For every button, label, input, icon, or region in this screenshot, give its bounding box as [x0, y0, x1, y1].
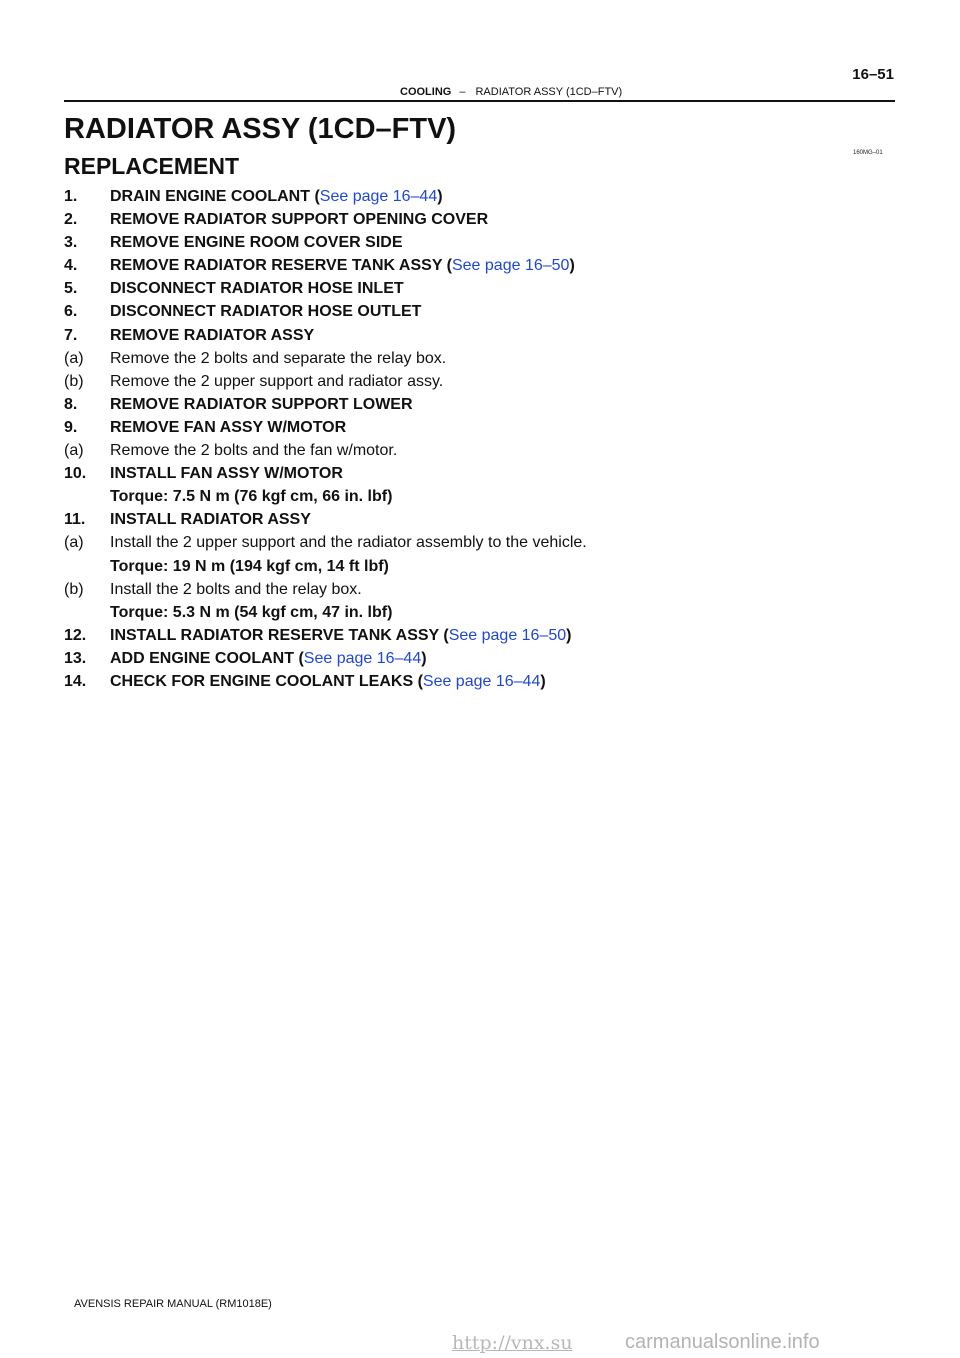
step-14: 14. CHECK FOR ENGINE COOLANT LEAKS (See page 16–44) — [64, 672, 546, 690]
header-rule — [64, 100, 895, 102]
procedure-steps — [64, 185, 894, 693]
step-11a: (a) Install the 2 upper support and the radiator assembly to the vehicle. — [64, 534, 587, 552]
step-2: 2. REMOVE RADIATOR SUPPORT OPENING COVER — [64, 211, 489, 229]
step-9: 9. REMOVE FAN ASSY W/MOTOR — [64, 418, 347, 436]
step-10: 10. INSTALL FAN ASSY W/MOTOR — [64, 465, 343, 483]
step-12: 12. INSTALL RADIATOR RESERVE TANK ASSY (See page 16–50) — [64, 626, 572, 644]
step-4: 4. REMOVE RADIATOR RESERVE TANK ASSY (See page 16–50) — [64, 257, 575, 275]
step-7: 7. REMOVE RADIATOR ASSY — [64, 326, 315, 344]
torque-spec: Torque: 7.5 N m (76 kgf cm, 66 in. lbf) — [110, 488, 393, 506]
step-11b: (b) Install the 2 bolts and the relay box. — [64, 580, 362, 598]
header-separator: – — [459, 86, 466, 98]
step-5: 5. DISCONNECT RADIATOR HOSE INLET — [64, 280, 404, 298]
step-7b: (b) Remove the 2 upper support and radiator assy. — [64, 372, 444, 390]
step-8: 8. REMOVE RADIATOR SUPPORT LOWER — [64, 395, 413, 413]
step-6: 6. DISCONNECT RADIATOR HOSE OUTLET — [64, 303, 422, 321]
page-footer: AVENSIS REPAIR MANUAL (RM1018E) — [74, 1298, 272, 1310]
see-page-link[interactable]: See page 16–44 — [319, 188, 438, 205]
step-11: 11. INSTALL RADIATOR ASSY — [64, 511, 311, 529]
header-section: COOLING — [400, 86, 452, 98]
see-page-link[interactable]: See page 16–44 — [303, 649, 422, 667]
step-13: 13. ADD ENGINE COOLANT (See page 16–44) — [64, 649, 427, 667]
header-topic: RADIATOR ASSY (1CD–FTV) — [475, 86, 623, 98]
step-1: 1. DRAIN ENGINE COOLANT (See page 16–44) — [64, 188, 443, 205]
step-9a: (a) Remove the 2 bolts and the fan w/motor. — [64, 442, 398, 460]
see-page-link[interactable]: See page 16–50 — [451, 257, 570, 275]
see-page-link[interactable]: See page 16–44 — [422, 672, 541, 690]
running-header — [400, 86, 622, 98]
step-3: 3. REMOVE ENGINE ROOM COVER SIDE — [64, 234, 403, 252]
step-7a: (a) Remove the 2 bolts and separate the relay box. — [64, 349, 447, 367]
page-title: RADIATOR ASSY (1CD–FTV) — [64, 113, 457, 145]
watermark-link[interactable]: http://vnx.su — [452, 1332, 573, 1354]
watermark-text: carmanualsonline.info — [625, 1331, 820, 1353]
torque-spec: Torque: 19 N m (194 kgf cm, 14 ft lbf) — [110, 557, 389, 575]
torque-spec: Torque: 5.3 N m (54 kgf cm, 47 in. lbf) — [110, 603, 393, 621]
doc-code: 160MG–01 — [853, 150, 883, 156]
see-page-link[interactable]: See page 16–50 — [448, 626, 567, 644]
section-subtitle: REPLACEMENT — [64, 153, 240, 179]
page-number: 16–51 — [852, 66, 894, 83]
